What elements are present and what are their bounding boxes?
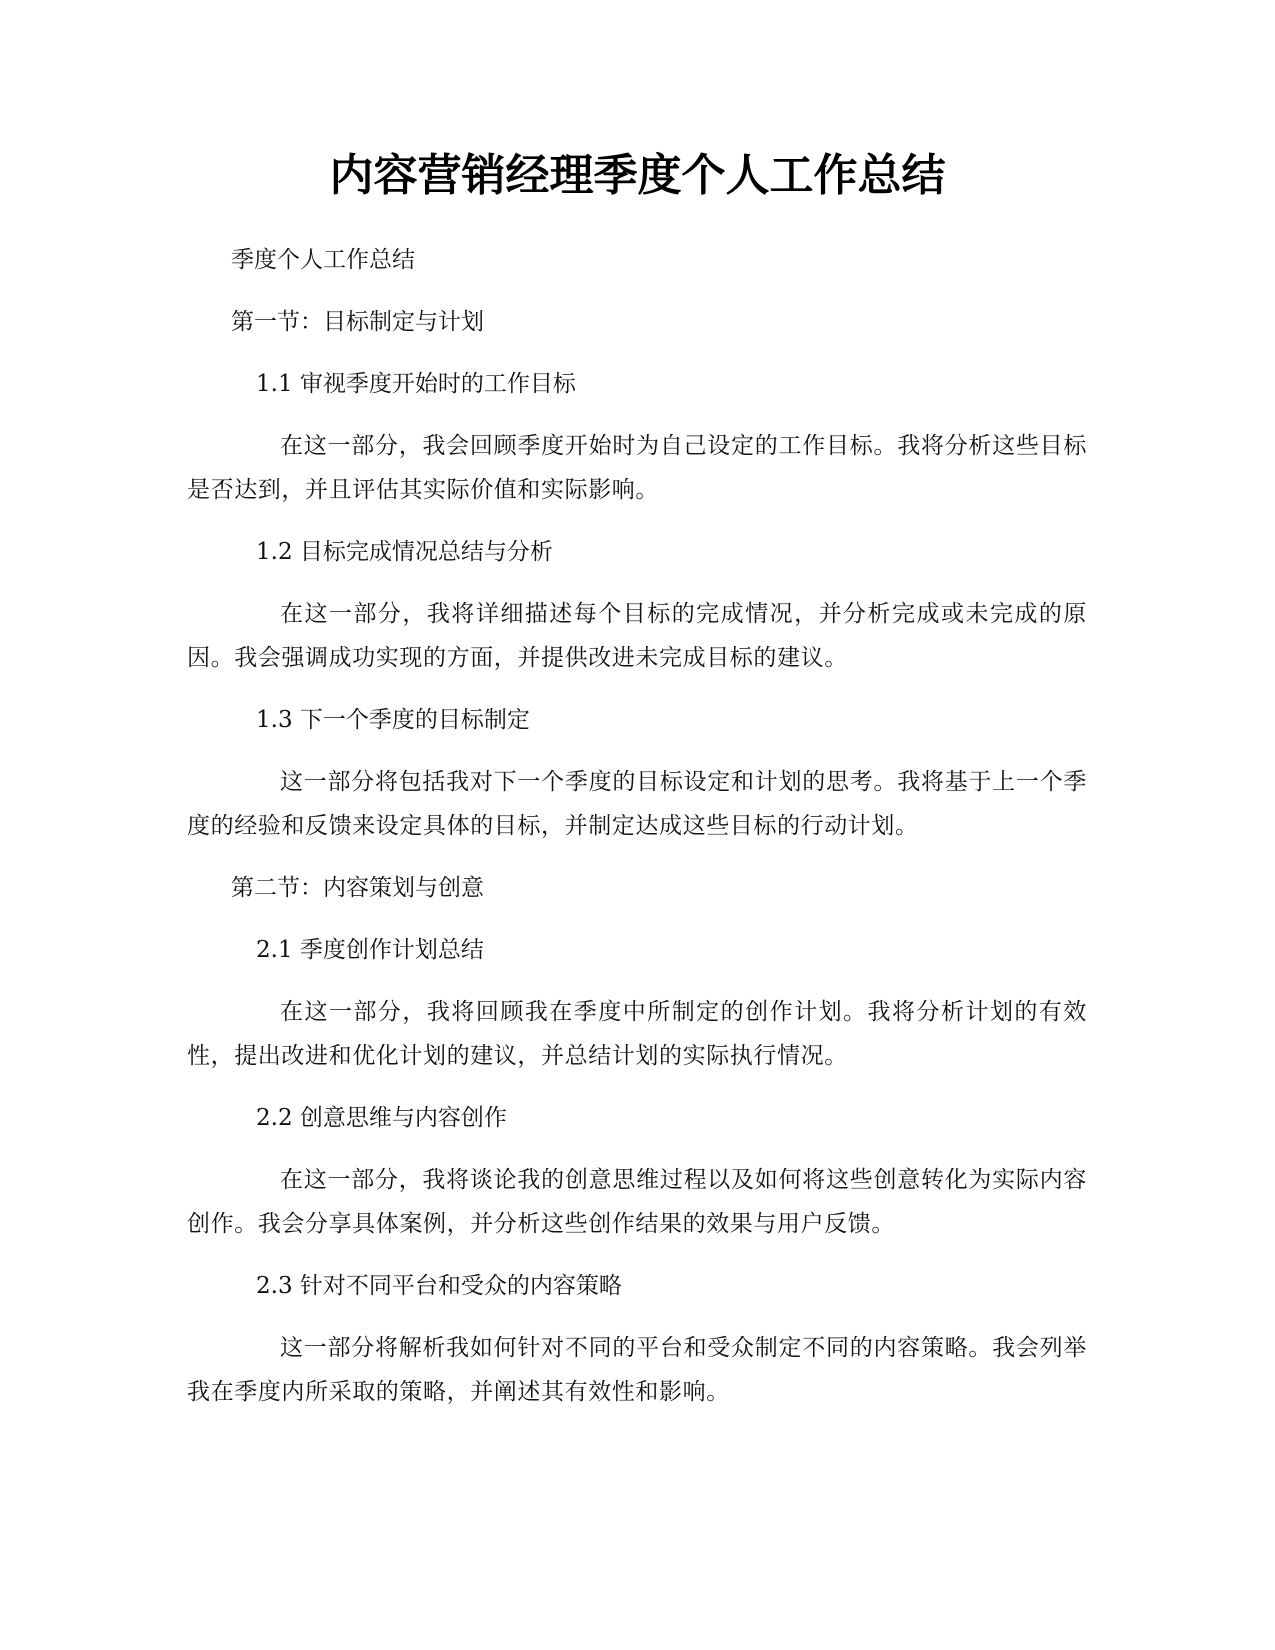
- subsection-heading-1-3: 1.3 下一个季度的目标制定: [256, 707, 530, 733]
- subsection-heading-2-3: 2.3 针对不同平台和受众的内容策略: [256, 1273, 622, 1299]
- section-heading-2: 第二节：内容策划与创意: [231, 875, 484, 901]
- paragraph-2-2: 在这一部分，我将谈论我的创意思维过程以及如何将这些创意转化为实际内容创作。我会分享具体案例，并分析这些创作结果的效果与用户反馈。: [187, 1167, 1087, 1237]
- subsection-heading-1-1: 1.1 审视季度开始时的工作目标: [256, 371, 576, 397]
- paragraph-1-1: 在这一部分，我会回顾季度开始时为自己设定的工作目标。我将分析这些目标是否达到，并且评估其实际价值和实际影响。: [187, 433, 1087, 503]
- subsection-heading-2-2: 2.2 创意思维与内容创作: [256, 1105, 507, 1131]
- paragraph-2-3: 这一部分将解析我如何针对不同的平台和受众制定不同的内容策略。我会列举我在季度内所采取的策略，并阐述其有效性和影响。: [187, 1335, 1087, 1405]
- document-subtitle: 季度个人工作总结: [231, 247, 415, 273]
- paragraph-1-3: 这一部分将包括我对下一个季度的目标设定和计划的思考。我将基于上一个季度的经验和反馈来设定具体的目标，并制定达成这些目标的行动计划。: [187, 769, 1087, 839]
- document-title: 内容营销经理季度个人工作总结: [329, 150, 946, 201]
- paragraph-1-2: 在这一部分，我将详细描述每个目标的完成情况，并分析完成或未完成的原因。我会强调成功实现的方面，并提供改进未完成目标的建议。: [187, 601, 1087, 671]
- subsection-heading-2-1: 2.1 季度创作计划总结: [256, 937, 484, 963]
- paragraph-2-1: 在这一部分，我将回顾我在季度中所制定的创作计划。我将分析计划的有效性，提出改进和优化计划的建议，并总结计划的实际执行情况。: [187, 999, 1087, 1069]
- section-heading-1: 第一节：目标制定与计划: [231, 309, 484, 335]
- document-body: [187, 246, 1087, 1440]
- subsection-heading-1-2: 1.2 目标完成情况总结与分析: [256, 539, 553, 565]
